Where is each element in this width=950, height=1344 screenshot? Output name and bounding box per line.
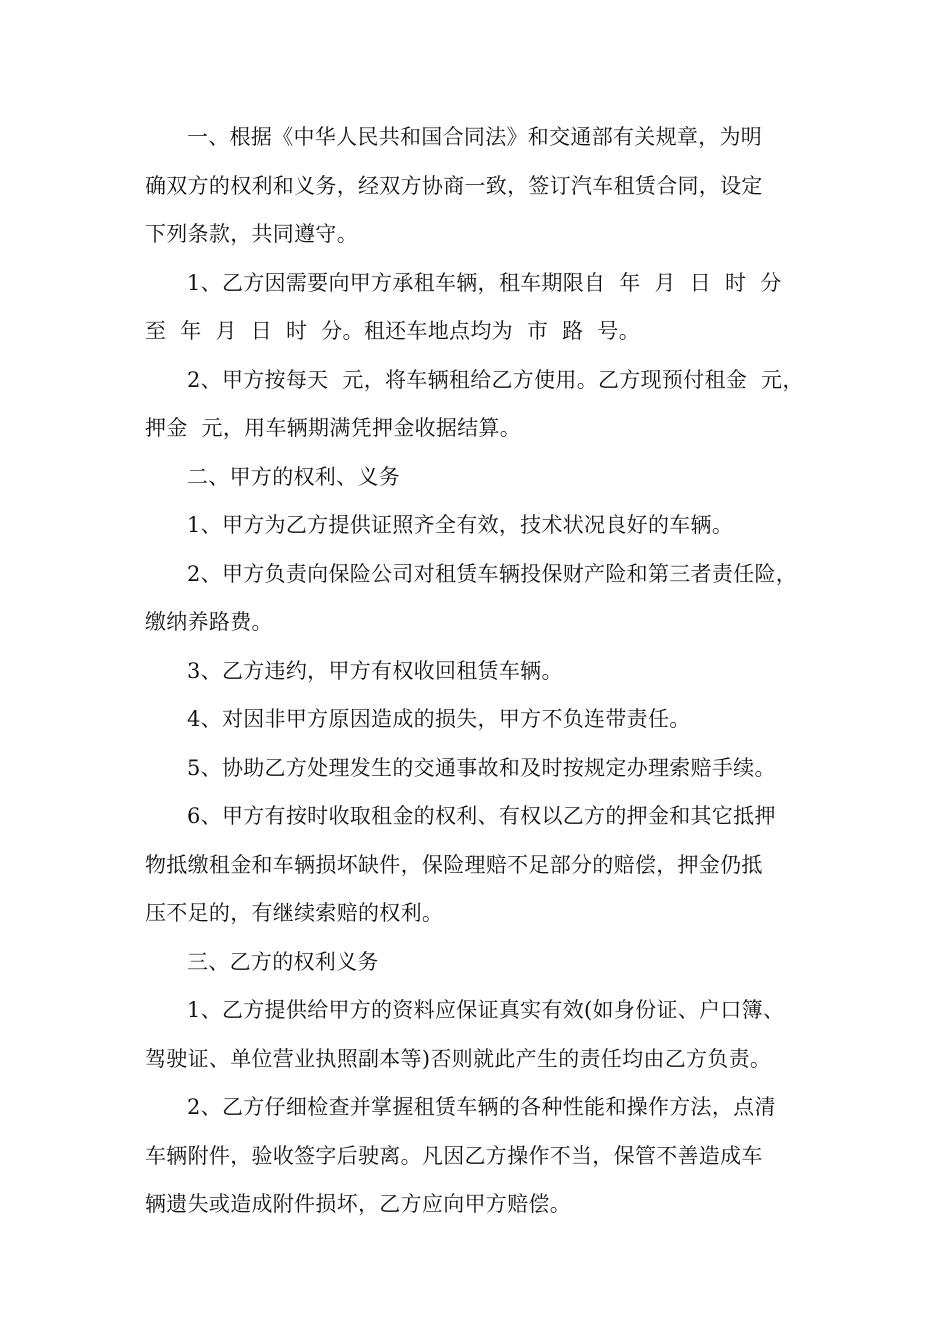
text-line: 车辆附件，验收签字后驶离。凡因乙方操作不当，保管不善造成车: [145, 1143, 763, 1168]
text-line: 至 年 月 日 时 分。租还车地点均为 市 路 号。: [145, 319, 641, 343]
text-line: 物抵缴租金和车辆损坏缺件，保险理赔不足部分的赔偿，押金仍抵: [145, 852, 763, 877]
text-line: 2、乙方仔细检查并掌握租赁车辆的各种性能和操作方法，点清: [187, 1095, 776, 1119]
text-line: 1、甲方为乙方提供证照齐全有效，技术状况良好的车辆。: [187, 513, 734, 537]
paragraph-party-a-item-1: [145, 501, 810, 550]
paragraph-party-b-item-1: [145, 986, 810, 1083]
text-line: 确双方的权利和义务，经双方协商一致，签订汽车租赁合同，设定: [145, 173, 763, 198]
paragraph-rent-deposit: [145, 356, 810, 453]
text-line: 1、乙方因需要向甲方承租车辆，租车期限自 年 月 日 时 分: [187, 270, 782, 295]
text-line: 4、对因非甲方原因造成的损失，甲方不负连带责任。: [187, 707, 691, 731]
paragraph-party-a-item-3: [145, 647, 810, 696]
text-line: 2、甲方按每天 元，将车辆租给乙方使用。乙方现预付租金 元，: [187, 367, 804, 392]
text-line: 压不足的，有继续索赔的权利。: [145, 901, 444, 925]
text-line: 三、乙方的权利义务: [187, 949, 379, 974]
text-line: 一、根据《中华人民共和国合同法》和交通部有关规章，为明: [187, 125, 763, 149]
text-line: 下列条款，共同遵守。: [145, 222, 358, 246]
section-heading-party-a: [145, 453, 810, 502]
text-line: 二、甲方的权利、义务: [187, 464, 400, 489]
text-line: 辆遗失或造成附件损坏，乙方应向甲方赔偿。: [145, 1192, 571, 1216]
text-line: 2、甲方负责向保险公司对租赁车辆投保财产险和第三者责任险，: [187, 561, 798, 586]
text-line: 6、甲方有按时收取租金的权利、有权以乙方的押金和其它抵押: [187, 804, 776, 828]
text-line: 押金 元，用车辆期满凭押金收据结算。: [145, 416, 522, 440]
paragraph-party-a-item-2: [145, 550, 810, 647]
section-heading-party-b: [145, 938, 810, 987]
paragraph-rental-period: [145, 259, 810, 356]
paragraph-article-1-intro: [145, 113, 810, 259]
paragraph-party-b-item-2: [145, 1083, 810, 1229]
paragraph-party-a-item-5: [145, 744, 810, 793]
text-line: 3、乙方违约，甲方有权收回租赁车辆。: [187, 658, 563, 683]
paragraph-party-a-item-6: [145, 792, 810, 938]
text-line: 1、乙方提供给甲方的资料应保证真实有效(如身份证、户口簿、: [187, 998, 785, 1022]
text-line: 缴纳养路费。: [145, 610, 273, 634]
text-line: 5、协助乙方处理发生的交通事故和及时按规定办理索赔手续。: [187, 755, 776, 780]
text-line: 驾驶证、单位营业执照副本等)否则就此产生的责任均由乙方负责。: [145, 1046, 772, 1071]
paragraph-party-a-item-4: [145, 695, 810, 744]
document-page: [145, 113, 810, 1229]
